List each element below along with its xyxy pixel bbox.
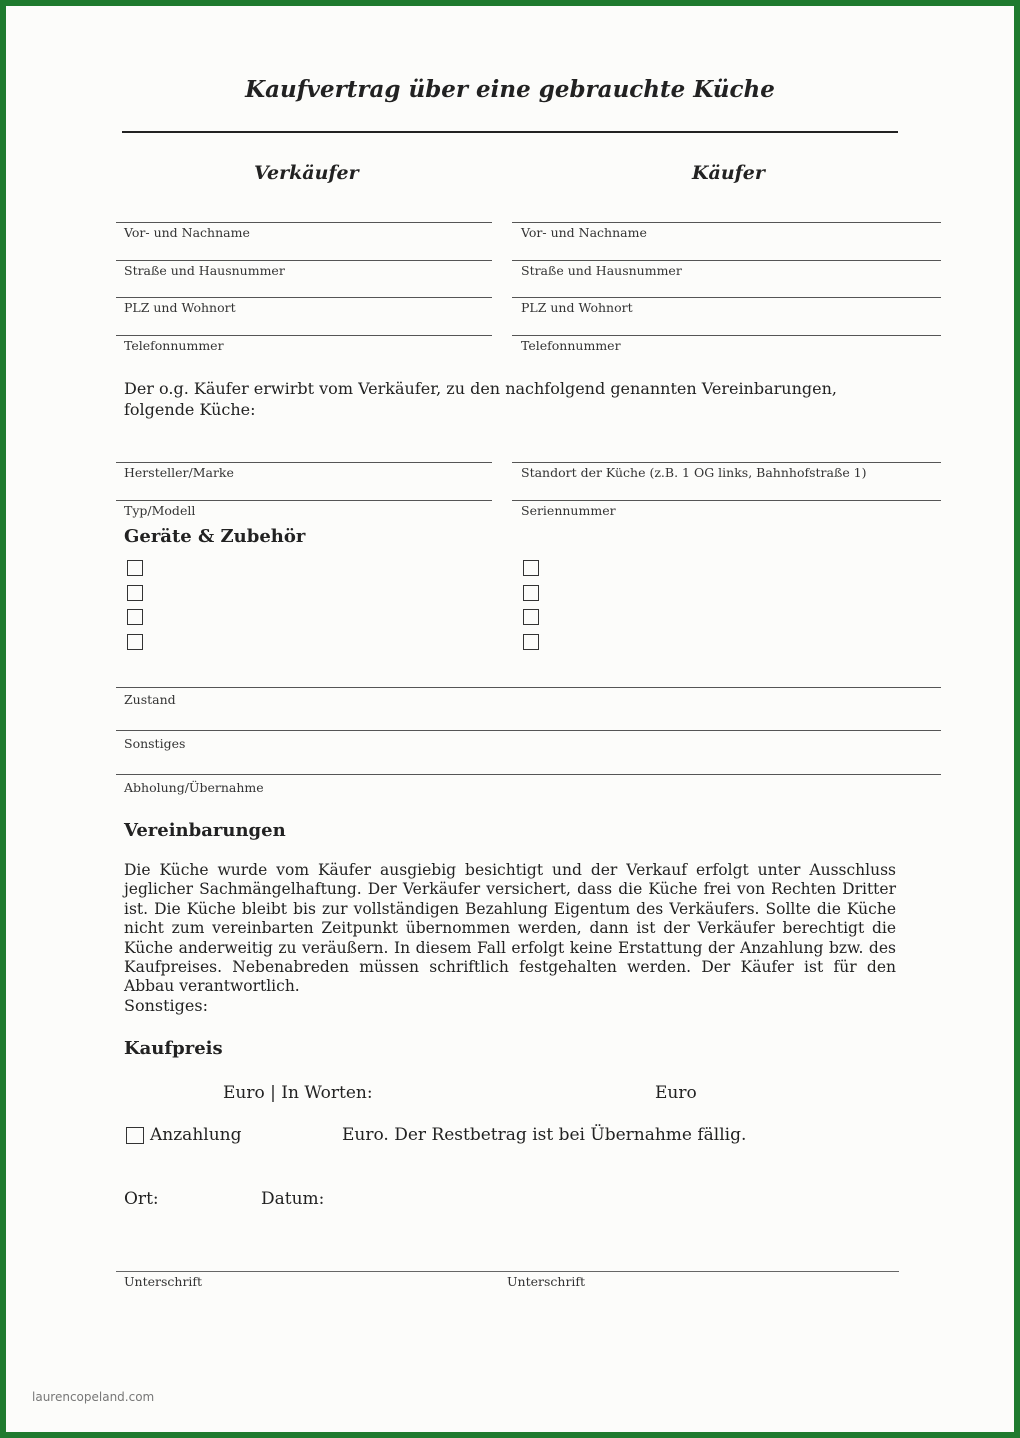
- place-label: Ort:: [124, 1189, 159, 1209]
- signature-line[interactable]: [116, 1271, 899, 1272]
- buyer-street-line[interactable]: [512, 260, 941, 261]
- appliance-checkbox[interactable]: [523, 560, 539, 576]
- buyer-heading: Käufer: [692, 162, 765, 184]
- deposit-label: Anzahlung: [150, 1125, 242, 1145]
- price-euro-words-label: Euro | In Worten:: [223, 1083, 373, 1103]
- serial-label: Seriennummer: [521, 503, 616, 518]
- buyer-name-line[interactable]: [512, 222, 941, 223]
- appliance-checkbox[interactable]: [127, 585, 143, 601]
- model-label: Typ/Modell: [124, 503, 196, 518]
- pickup-line[interactable]: [116, 774, 941, 775]
- date-label: Datum:: [261, 1189, 325, 1209]
- location-line[interactable]: [512, 462, 941, 463]
- buyer-name-label: Vor- und Nachname: [521, 225, 647, 240]
- appliance-checkbox[interactable]: [523, 634, 539, 650]
- location-label: Standort der Küche (z.B. 1 OG links, Bahnhofstraße 1): [521, 465, 867, 480]
- watermark: laurencopeland.com: [32, 1390, 155, 1404]
- remaining-text: Euro. Der Restbetrag ist bei Übernahme fällig.: [342, 1125, 747, 1145]
- buyer-city-label: PLZ und Wohnort: [521, 300, 633, 315]
- appliance-checkbox[interactable]: [523, 585, 539, 601]
- price-heading: Kaufpreis: [124, 1038, 223, 1059]
- condition-label: Zustand: [124, 692, 176, 707]
- seller-name-line[interactable]: [116, 222, 492, 223]
- seller-name-label: Vor- und Nachname: [124, 225, 250, 240]
- contract-page: [6, 6, 1014, 1432]
- condition-line[interactable]: [116, 687, 941, 688]
- title-rule: [122, 131, 898, 133]
- document-title: Kaufvertrag über eine gebrauchte Küche: [245, 76, 775, 103]
- other-label: Sonstiges: [124, 736, 186, 751]
- seller-city-line[interactable]: [116, 297, 492, 298]
- appliance-checkbox[interactable]: [523, 609, 539, 625]
- other-line[interactable]: [116, 730, 941, 731]
- manufacturer-label: Hersteller/Marke: [124, 465, 234, 480]
- buyer-phone-line[interactable]: [512, 335, 941, 336]
- agreements-other-label: Sonstiges:: [124, 996, 208, 1015]
- seller-phone-label: Telefonnummer: [124, 338, 224, 353]
- appliances-heading: Geräte & Zubehör: [124, 526, 306, 547]
- signature-right-label: Unterschrift: [507, 1274, 586, 1289]
- seller-phone-line[interactable]: [116, 335, 492, 336]
- seller-heading: Verkäufer: [254, 162, 359, 184]
- seller-street-label: Straße und Hausnummer: [124, 263, 285, 278]
- intro-text: Der o.g. Käufer erwirbt vom Verkäufer, zu den nachfolgend genannten Vereinbarungen, folgende Küche:: [124, 379, 837, 419]
- price-euro-label: Euro: [655, 1083, 697, 1103]
- buyer-street-label: Straße und Hausnummer: [521, 263, 682, 278]
- model-line[interactable]: [116, 500, 492, 501]
- appliance-checkbox[interactable]: [127, 609, 143, 625]
- agreements-heading: Vereinbarungen: [124, 820, 286, 841]
- appliance-checkbox[interactable]: [127, 634, 143, 650]
- buyer-phone-label: Telefonnummer: [521, 338, 621, 353]
- seller-city-label: PLZ und Wohnort: [124, 300, 236, 315]
- seller-street-line[interactable]: [116, 260, 492, 261]
- agreements-text: Die Küche wurde vom Käufer ausgiebig besichtigt und der Verkauf erfolgt unter Ausschluss jeglicher Sachmängelhaftung. Der Verkäufer versichert, dass die Küche frei von Rechten Dritter ist. Die Küche bleibt bis zur vollständigen Bezahlung Eigentum des Verkäufers. Sollte die Küche nicht zum vereinbarten Zeitpunkt übernommen werden, dann ist der Verkäufer berechtigt die Küche anderweitig zu veräußern. In diesem Fall erfolgt keine Erstattung der Anzahlung bzw. des Kaufpreises. Nebenabreden müssen schriftlich festgehalten werden. Der Käufer ist für den Abbau verantwortlich.: [124, 861, 896, 996]
- buyer-city-line[interactable]: [512, 297, 941, 298]
- pickup-label: Abholung/Übernahme: [124, 780, 264, 795]
- deposit-checkbox[interactable]: [126, 1127, 144, 1144]
- signature-left-label: Unterschrift: [124, 1274, 203, 1289]
- serial-line[interactable]: [512, 500, 941, 501]
- appliance-checkbox[interactable]: [127, 560, 143, 576]
- manufacturer-line[interactable]: [116, 462, 492, 463]
